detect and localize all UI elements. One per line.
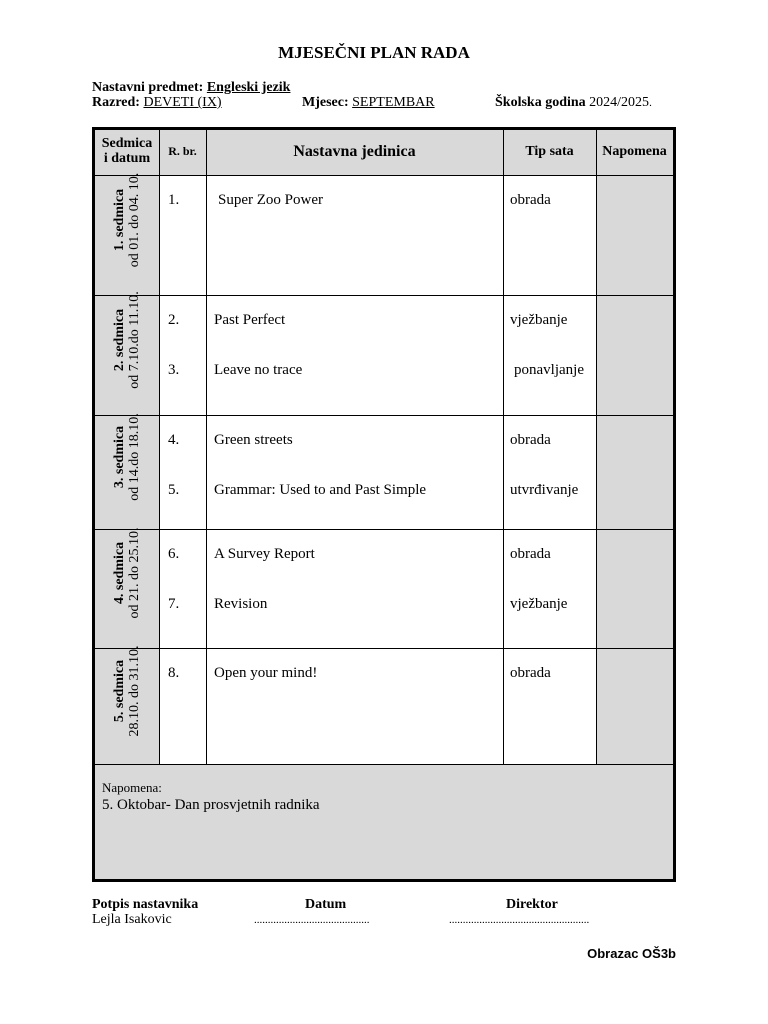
week-2-title: 2. sedmica xyxy=(112,308,127,372)
row-3-number: 3. xyxy=(168,362,180,378)
row-2-type: vježbanje xyxy=(510,312,568,328)
school-year-value: 2024/2025 xyxy=(589,95,650,110)
week-5-title: 5. sedmica xyxy=(112,659,127,723)
week-2-label xyxy=(112,275,142,405)
row-7-unit: Revision xyxy=(214,596,268,612)
week-4-label xyxy=(112,508,142,638)
teacher-signature-label: Potpis nastavnika xyxy=(92,897,199,912)
month-value: SEPTEMBAR xyxy=(352,95,435,110)
teacher-name: Lejla Isakovic xyxy=(92,912,172,927)
date-signature-line: .......................................... xyxy=(254,914,370,926)
row-1-unit: Super Zoo Power xyxy=(218,192,323,208)
col-header-unit: Nastavna jedinica xyxy=(293,143,416,160)
week-1-dates: od 01. do 04. 10. xyxy=(127,172,142,268)
col-header-number: R. br. xyxy=(168,144,197,158)
row-divider xyxy=(95,648,673,649)
row-8-type: obrada xyxy=(510,665,551,681)
director-signature-line: ................................................... xyxy=(449,914,590,926)
col-header-week-line2: i datum xyxy=(103,151,151,166)
row-divider xyxy=(95,175,673,176)
note-label: Napomena: xyxy=(102,780,162,795)
row-4-type: obrada xyxy=(510,432,551,448)
row-3-unit: Leave no trace xyxy=(214,362,303,378)
col-divider xyxy=(503,130,504,765)
col-header-week-line1: Sedmica xyxy=(101,136,153,151)
row-5-unit: Grammar: Used to and Past Simple xyxy=(214,482,427,498)
week-2-dates: od 7.10.do 11.10. xyxy=(127,291,142,389)
row-6-unit: A Survey Report xyxy=(214,546,315,562)
date-label: Datum xyxy=(305,897,347,912)
grade-label: Razred: xyxy=(92,95,140,110)
note-column-shading xyxy=(597,175,673,765)
col-divider xyxy=(159,130,160,765)
row-7-number: 7. xyxy=(168,596,180,612)
row-4-unit: Green streets xyxy=(214,432,293,448)
week-5-label xyxy=(112,626,142,756)
subject-line xyxy=(92,80,290,96)
school-year-line xyxy=(495,95,652,111)
row-6-number: 6. xyxy=(168,546,180,562)
grade-line xyxy=(92,95,222,111)
note-text: 5. Oktobar- Dan prosvjetnih radnika xyxy=(102,797,320,813)
subject-label: Nastavni predmet: xyxy=(92,80,204,95)
row-5-type: utvrđivanje xyxy=(510,482,579,498)
row-2-unit: Past Perfect xyxy=(214,312,286,328)
row-1-type: obrada xyxy=(510,192,551,208)
row-8-unit: Open your mind! xyxy=(214,665,318,681)
grade-value: DEVETI (IX) xyxy=(143,95,222,110)
row-divider xyxy=(95,764,673,765)
form-code: Obrazac OŠ3b xyxy=(587,946,676,961)
month-label: Mjesec: xyxy=(302,95,349,110)
plan-table xyxy=(92,127,676,882)
month-line xyxy=(302,95,435,111)
week-3-label xyxy=(112,392,142,522)
week-4-dates: od 21. do 25.10. xyxy=(127,527,142,619)
week-3-title: 3. sedmica xyxy=(112,425,127,489)
row-2-number: 2. xyxy=(168,312,180,328)
row-1-number: 1. xyxy=(168,192,180,208)
school-year-label: Školska godina xyxy=(495,95,586,110)
col-header-note: Napomena xyxy=(602,144,667,159)
row-divider xyxy=(95,415,673,416)
week-5-dates: 28.10. do 31.10. xyxy=(127,645,142,737)
director-label: Direktor xyxy=(506,897,558,912)
row-8-number: 8. xyxy=(168,665,180,681)
week-3-dates: od 14.do 18.10. xyxy=(127,413,142,501)
note-box-shading xyxy=(95,765,673,879)
row-divider xyxy=(95,529,673,530)
week-1-title: 1. sedmica xyxy=(112,188,127,252)
week-4-title: 4. sedmica xyxy=(112,541,127,605)
school-year-suffix: . xyxy=(649,97,652,109)
row-4-number: 4. xyxy=(168,432,180,448)
col-divider xyxy=(596,130,597,765)
row-6-type: obrada xyxy=(510,546,551,562)
subject-value: Engleski jezik xyxy=(206,80,291,95)
col-divider xyxy=(206,130,207,765)
col-header-type: Tip sata xyxy=(525,144,574,159)
week-1-label xyxy=(112,155,142,285)
row-7-type: vježbanje xyxy=(510,596,568,612)
row-5-number: 5. xyxy=(168,482,180,498)
page-title: MJESEČNI PLAN RADA xyxy=(278,43,470,62)
row-3-type: ponavljanje xyxy=(514,362,584,378)
row-divider xyxy=(95,295,673,296)
